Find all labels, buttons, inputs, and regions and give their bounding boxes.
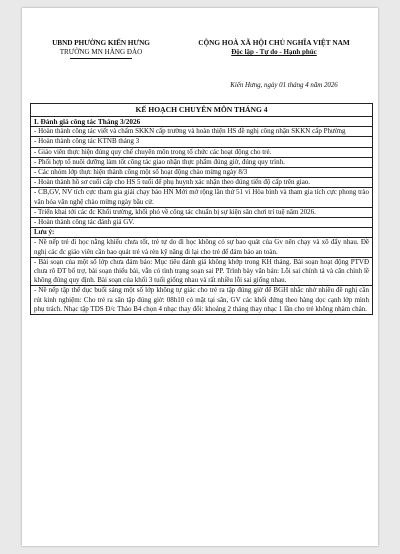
table-row: - Triển khai tới các đc Khối trường, khối phó về công tác chuẩn bị sự kiện sân chơi trí tuệ năm 2026. xyxy=(31,208,372,218)
school-name: TRƯỜNG MN HÀNG ĐÀO xyxy=(59,48,143,56)
header-right xyxy=(172,38,376,57)
note-item: - Bài soạn của một số lớp chưa đảm bảo: Mục tiêu đánh giá không khớp trong KH tháng. Bài soạn hoạt động PTVĐ chưa rõ ĐT bổ trợ, bài soạn thiếu bài, vẫn có tình trạng soạn sai PP. Trình bày văn bản: Lỗi sai chính tả và căn chỉnh lề không đúng quy định. Bài soạn của khối 3 tuổi giống nhau và rất nhiều lỗi sai giống nhau. xyxy=(31,258,372,287)
table-row: - Hoàn thành hồ sơ cuối cấp cho HS 5 tuổi để phụ huynh xác nhận theo đúng tiến độ cấp trên giao. xyxy=(31,178,372,188)
motto: Độc lập - Tự do - Hạnh phúc xyxy=(231,48,317,56)
plan-table xyxy=(30,103,373,315)
note-label: Lưu ý: xyxy=(31,228,372,238)
document-title: KẾ HOẠCH CHUYÊN MÔN THÁNG 4 xyxy=(31,103,372,117)
table-row: - Giáo viên thực hiện đúng quy chế chuyên môn trong tổ chức các hoạt động cho trẻ. xyxy=(31,148,372,158)
table-row: - Các nhóm lớp thực hiện thành công một số hoạt động chào mừng ngày 8/3 xyxy=(31,168,372,178)
table-row: - Phối hợp tổ nuôi dưỡng làm tốt công tác giao nhận thực phẩm đúng giờ, đúng quy trình. xyxy=(31,158,372,168)
table-row: - Hoàn thành công tác KTNB tháng 3 xyxy=(31,137,372,147)
org-name: UBND PHƯỜNG KIẾN HƯNG xyxy=(52,38,150,47)
nation-name: CỘNG HOÀ XÃ HỘI CHỦ NGHĨA VIỆT NAM xyxy=(198,38,350,47)
table-row: - CB,GV, NV tích cực tham gia giải chạy báo HN Mới mở rộng lần thứ 51 vì Hòa bình và tham gia tích cực phong trào văn hóa văn nghệ chào mừng ngày bầu cử. xyxy=(31,188,372,207)
document-page xyxy=(22,8,378,546)
note-item: - Nề nếp trẻ đi học nằng khiếu chưa tốt, trẻ tự do đi học không có sự bao quát của Gv nên chạy và xô đẩy nhau. Đề nghị các đc giáo viên cần bao quát trẻ và rèn kỹ năng đi lại cho trẻ để đảm bảo an toàn. xyxy=(31,238,372,257)
document-date: Kiến Hưng, ngày 01 tháng 4 năm 2026 xyxy=(230,82,338,89)
header-underline xyxy=(70,58,132,59)
table-row: - Hoàn thành công tác viết và chấm SKKN cấp trường và hoàn thiện HS đề nghị công nhận SKKN cấp Phường xyxy=(31,127,372,137)
table-row: - Hoàn thành công tác đánh giá GV. xyxy=(31,218,372,228)
header-left xyxy=(30,38,172,59)
note-item: - Nề nếp tập thể dục buổi sáng một số lớp không tự giác cho trẻ ra tập đúng giờ để BGH nhắc nhở nhiều đề nghị cần rút kinh nghiệm: Cho trẻ ra sân tập đúng giờ: 08h10 có mặt tại sân, GV các khối đứng theo hàng dọc cạnh lớp mình phụ trách. Nhạc tập TDS Đ/c Thảo B4 chọn 4 nhạc thay đổi: khoảng 2 tháng thay nhạc 1 lần cho trẻ không nhàm chán. xyxy=(31,286,372,315)
section-heading: I. Đánh giá công tác Tháng 3/2026 xyxy=(31,117,372,127)
